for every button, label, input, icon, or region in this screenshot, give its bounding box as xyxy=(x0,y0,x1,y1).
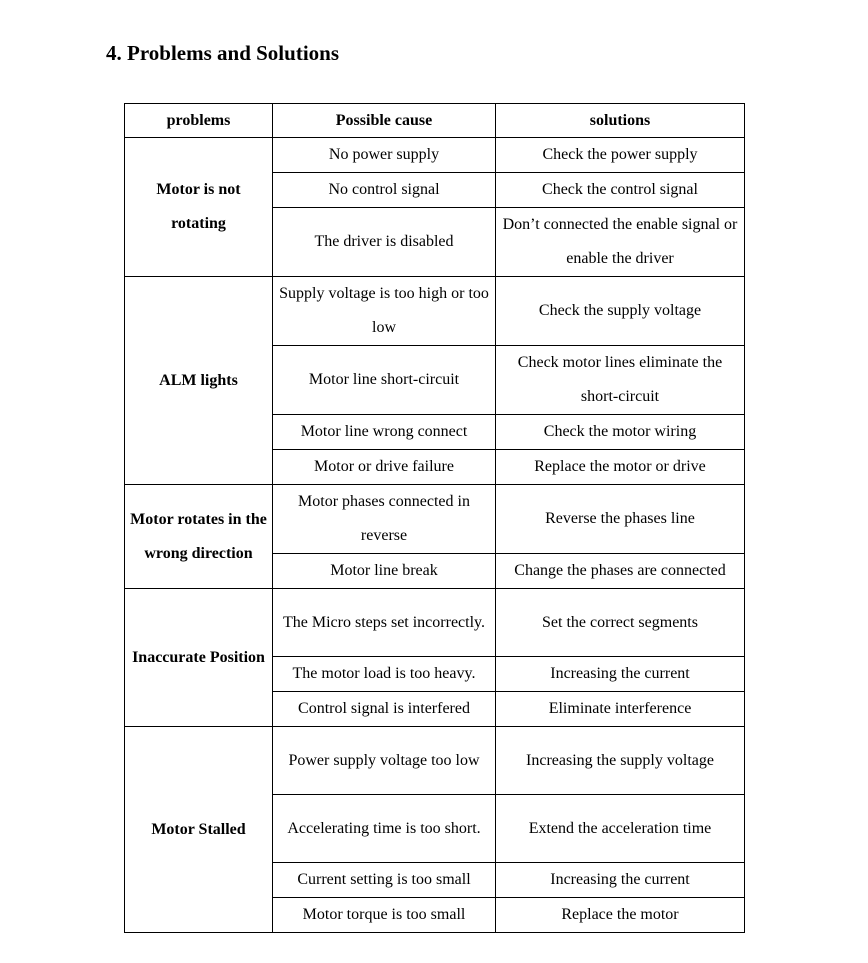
header-solutions: solutions xyxy=(496,104,745,138)
cause-cell: Motor line wrong connect xyxy=(273,415,496,450)
solution-cell: Increasing the supply voltage xyxy=(496,727,745,795)
solution-cell: Reverse the phases line xyxy=(496,485,745,554)
problem-cell: Motor rotates in the wrong direction xyxy=(125,485,273,589)
solution-cell: Change the phases are connected xyxy=(496,554,745,589)
solution-cell: Increasing the current xyxy=(496,863,745,898)
solution-cell: Check the control signal xyxy=(496,173,745,208)
cause-cell: The motor load is too heavy. xyxy=(273,657,496,692)
cause-cell: Accelerating time is too short. xyxy=(273,795,496,863)
table-row xyxy=(125,277,745,346)
cause-cell: Control signal is interfered xyxy=(273,692,496,727)
problem-cell: ALM lights xyxy=(125,277,273,485)
problem-cell: Motor is not rotating xyxy=(125,138,273,277)
table-header-row xyxy=(125,104,745,138)
problem-cell: Motor Stalled xyxy=(125,727,273,933)
cause-cell: No power supply xyxy=(273,138,496,173)
solution-cell: Don’t connected the enable signal or enable the driver xyxy=(496,208,745,277)
table-row xyxy=(125,485,745,554)
cause-cell: The driver is disabled xyxy=(273,208,496,277)
solution-cell: Check the power supply xyxy=(496,138,745,173)
solution-cell: Replace the motor xyxy=(496,898,745,933)
solution-cell: Check the supply voltage xyxy=(496,277,745,346)
header-possible-cause: Possible cause xyxy=(273,104,496,138)
solution-cell: Increasing the current xyxy=(496,657,745,692)
problem-cell: Inaccurate Position xyxy=(125,589,273,727)
solution-cell: Eliminate interference xyxy=(496,692,745,727)
cause-cell: No control signal xyxy=(273,173,496,208)
cause-cell: Supply voltage is too high or too low xyxy=(273,277,496,346)
problems-solutions-table xyxy=(124,103,745,933)
solution-cell: Set the correct segments xyxy=(496,589,745,657)
cause-cell: Motor line break xyxy=(273,554,496,589)
solution-cell: Check motor lines eliminate the short-circuit xyxy=(496,346,745,415)
page-heading: 4. Problems and Solutions xyxy=(106,41,339,65)
table-row xyxy=(125,589,745,657)
cause-cell: The Micro steps set incorrectly. xyxy=(273,589,496,657)
solution-cell: Extend the acceleration time xyxy=(496,795,745,863)
cause-cell: Motor or drive failure xyxy=(273,450,496,485)
cause-cell: Motor phases connected in reverse xyxy=(273,485,496,554)
cause-cell: Power supply voltage too low xyxy=(273,727,496,795)
solution-cell: Replace the motor or drive xyxy=(496,450,745,485)
solution-cell: Check the motor wiring xyxy=(496,415,745,450)
cause-cell: Motor torque is too small xyxy=(273,898,496,933)
table-row xyxy=(125,727,745,795)
cause-cell: Current setting is too small xyxy=(273,863,496,898)
cause-cell: Motor line short-circuit xyxy=(273,346,496,415)
table-row xyxy=(125,138,745,173)
header-problems: problems xyxy=(125,104,273,138)
